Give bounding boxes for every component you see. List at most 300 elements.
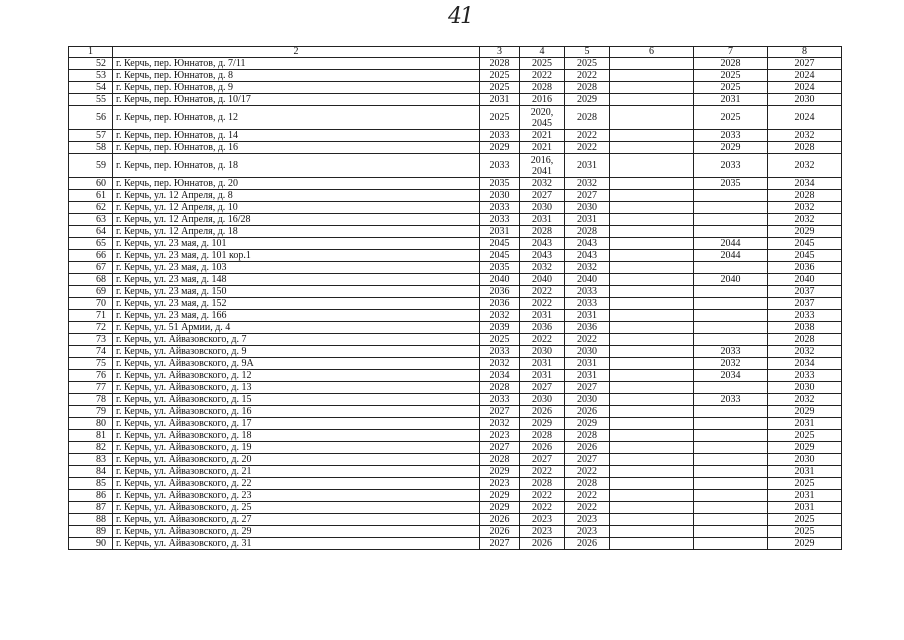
value-cell: 2030 — [768, 94, 842, 106]
row-number: 58 — [69, 142, 113, 154]
value-cell: 2032 — [768, 154, 842, 178]
value-cell: 2027 — [480, 538, 520, 550]
value-cell: 2031 — [480, 226, 520, 238]
row-number: 62 — [69, 202, 113, 214]
value-cell: 2031 — [768, 466, 842, 478]
value-cell: 2033 — [480, 202, 520, 214]
value-cell: 2027 — [480, 442, 520, 454]
value-cell: 2031 — [768, 502, 842, 514]
value-cell — [610, 70, 694, 82]
value-cell — [610, 286, 694, 298]
value-cell: 2025 — [768, 526, 842, 538]
row-number: 75 — [69, 358, 113, 370]
value-cell: 2028 — [565, 478, 610, 490]
table-row — [69, 154, 842, 178]
row-number: 56 — [69, 106, 113, 130]
value-cell: 2021 — [520, 142, 565, 154]
table-row — [69, 190, 842, 202]
value-cell — [610, 466, 694, 478]
value-cell: 2031 — [768, 490, 842, 502]
address-cell: г. Керчь, ул. Айвазовского, д. 27 — [113, 514, 480, 526]
value-cell — [694, 442, 768, 454]
value-cell: 2028 — [565, 82, 610, 94]
value-cell — [610, 298, 694, 310]
value-cell: 2028 — [520, 430, 565, 442]
value-cell: 2033 — [565, 286, 610, 298]
value-cell: 2045 — [480, 250, 520, 262]
address-cell: г. Керчь, ул. Айвазовского, д. 9А — [113, 358, 480, 370]
value-cell — [694, 502, 768, 514]
address-cell: г. Керчь, ул. Айвазовского, д. 29 — [113, 526, 480, 538]
value-cell: 2028 — [565, 226, 610, 238]
value-cell — [694, 202, 768, 214]
table-row — [69, 454, 842, 466]
value-cell — [610, 406, 694, 418]
row-number: 64 — [69, 226, 113, 238]
value-cell — [610, 430, 694, 442]
address-cell: г. Керчь, ул. Айвазовского, д. 7 — [113, 334, 480, 346]
row-number: 85 — [69, 478, 113, 490]
value-cell: 2023 — [565, 526, 610, 538]
value-cell: 2028 — [694, 58, 768, 70]
row-number: 79 — [69, 406, 113, 418]
value-cell: 2027 — [480, 406, 520, 418]
value-cell — [694, 262, 768, 274]
row-number: 74 — [69, 346, 113, 358]
value-cell: 2036 — [768, 262, 842, 274]
table-row — [69, 526, 842, 538]
value-cell: 2023 — [520, 526, 565, 538]
table-row — [69, 214, 842, 226]
row-number: 65 — [69, 238, 113, 250]
value-cell: 2031 — [565, 154, 610, 178]
page-number: 41 — [448, 4, 472, 29]
value-cell — [694, 214, 768, 226]
row-number: 76 — [69, 370, 113, 382]
value-cell: 2036 — [480, 298, 520, 310]
value-cell — [610, 214, 694, 226]
value-cell: 2021 — [520, 130, 565, 142]
value-cell: 2024 — [768, 70, 842, 82]
row-number: 89 — [69, 526, 113, 538]
value-cell: 2022 — [565, 334, 610, 346]
column-header: 7 — [694, 47, 768, 58]
address-cell: г. Керчь, ул. 23 мая, д. 103 — [113, 262, 480, 274]
value-cell — [610, 358, 694, 370]
value-cell: 2025 — [520, 58, 565, 70]
value-cell: 2031 — [520, 370, 565, 382]
value-cell — [694, 526, 768, 538]
housing-register-table — [68, 46, 842, 550]
value-cell — [694, 514, 768, 526]
value-cell: 2028 — [520, 82, 565, 94]
row-number: 66 — [69, 250, 113, 262]
table-row — [69, 442, 842, 454]
address-cell: г. Керчь, ул. 23 мая, д. 166 — [113, 310, 480, 322]
table-row — [69, 502, 842, 514]
address-cell: г. Керчь, пер. Юннатов, д. 14 — [113, 130, 480, 142]
value-cell: 2034 — [768, 178, 842, 190]
value-cell — [610, 262, 694, 274]
value-cell: 2031 — [768, 418, 842, 430]
value-cell: 2032 — [768, 394, 842, 406]
value-cell: 2026 — [565, 538, 610, 550]
value-cell: 2028 — [520, 226, 565, 238]
value-cell: 2043 — [565, 238, 610, 250]
table-row — [69, 490, 842, 502]
table-row — [69, 370, 842, 382]
value-cell: 2025 — [768, 478, 842, 490]
value-cell: 2031 — [565, 310, 610, 322]
table-row — [69, 382, 842, 394]
value-cell: 2028 — [768, 334, 842, 346]
value-cell: 2045 — [768, 238, 842, 250]
value-cell: 2044 — [694, 238, 768, 250]
value-cell: 2033 — [480, 154, 520, 178]
address-cell: г. Керчь, пер. Юннатов, д. 20 — [113, 178, 480, 190]
value-cell: 2028 — [565, 106, 610, 130]
address-cell: г. Керчь, ул. 12 Апреля, д. 18 — [113, 226, 480, 238]
value-cell: 2035 — [480, 178, 520, 190]
value-cell: 2023 — [480, 430, 520, 442]
value-cell: 2033 — [694, 130, 768, 142]
value-cell — [610, 238, 694, 250]
value-cell: 2025 — [565, 58, 610, 70]
value-cell: 2032 — [768, 130, 842, 142]
value-cell: 2020, 2045 — [520, 106, 565, 130]
value-cell: 2025 — [694, 106, 768, 130]
value-cell: 2024 — [768, 106, 842, 130]
value-cell: 2026 — [565, 406, 610, 418]
value-cell — [610, 310, 694, 322]
address-cell: г. Керчь, пер. Юннатов, д. 12 — [113, 106, 480, 130]
row-number: 88 — [69, 514, 113, 526]
value-cell: 2040 — [768, 274, 842, 286]
value-cell: 2040 — [694, 274, 768, 286]
value-cell: 2030 — [520, 346, 565, 358]
address-cell: г. Керчь, пер. Юннатов, д. 9 — [113, 82, 480, 94]
value-cell — [694, 334, 768, 346]
value-cell: 2032 — [480, 358, 520, 370]
table-row — [69, 514, 842, 526]
value-cell: 2034 — [480, 370, 520, 382]
address-cell: г. Керчь, пер. Юннатов, д. 18 — [113, 154, 480, 178]
value-cell — [610, 454, 694, 466]
value-cell — [694, 322, 768, 334]
value-cell: 2029 — [565, 418, 610, 430]
table-row — [69, 142, 842, 154]
value-cell: 2025 — [480, 82, 520, 94]
column-header: 2 — [113, 47, 480, 58]
value-cell: 2033 — [480, 346, 520, 358]
value-cell: 2029 — [768, 226, 842, 238]
value-cell — [610, 106, 694, 130]
address-cell: г. Керчь, ул. Айвазовского, д. 31 — [113, 538, 480, 550]
value-cell: 2033 — [480, 214, 520, 226]
value-cell — [610, 394, 694, 406]
value-cell: 2039 — [480, 322, 520, 334]
value-cell: 2022 — [520, 286, 565, 298]
value-cell — [610, 346, 694, 358]
value-cell — [610, 82, 694, 94]
value-cell: 2034 — [694, 370, 768, 382]
value-cell: 2029 — [480, 142, 520, 154]
value-cell: 2030 — [565, 346, 610, 358]
value-cell: 2026 — [480, 526, 520, 538]
value-cell: 2043 — [520, 250, 565, 262]
value-cell: 2030 — [520, 394, 565, 406]
table-row — [69, 82, 842, 94]
row-number: 57 — [69, 130, 113, 142]
value-cell — [610, 130, 694, 142]
value-cell: 2032 — [768, 202, 842, 214]
address-cell: г. Керчь, ул. 12 Апреля, д. 8 — [113, 190, 480, 202]
table-row — [69, 394, 842, 406]
value-cell — [610, 538, 694, 550]
table-row — [69, 538, 842, 550]
value-cell: 2032 — [480, 418, 520, 430]
value-cell: 2030 — [565, 394, 610, 406]
value-cell: 2040 — [520, 274, 565, 286]
row-number: 73 — [69, 334, 113, 346]
value-cell: 2026 — [565, 442, 610, 454]
value-cell: 2045 — [768, 250, 842, 262]
table-row — [69, 478, 842, 490]
value-cell: 2016 — [520, 94, 565, 106]
row-number: 67 — [69, 262, 113, 274]
value-cell — [610, 178, 694, 190]
value-cell: 2029 — [768, 538, 842, 550]
value-cell: 2025 — [768, 430, 842, 442]
value-cell — [610, 502, 694, 514]
value-cell — [694, 538, 768, 550]
row-number: 77 — [69, 382, 113, 394]
row-number: 59 — [69, 154, 113, 178]
table-row — [69, 406, 842, 418]
address-cell: г. Керчь, ул. 23 мая, д. 148 — [113, 274, 480, 286]
value-cell: 2032 — [768, 346, 842, 358]
value-cell: 2032 — [520, 262, 565, 274]
value-cell: 2022 — [565, 142, 610, 154]
table-row — [69, 226, 842, 238]
table-row — [69, 58, 842, 70]
value-cell — [694, 286, 768, 298]
value-cell: 2033 — [565, 298, 610, 310]
address-cell: г. Керчь, ул. Айвазовского, д. 18 — [113, 430, 480, 442]
value-cell: 2032 — [480, 310, 520, 322]
value-cell: 2029 — [768, 442, 842, 454]
table-row — [69, 286, 842, 298]
value-cell — [610, 94, 694, 106]
value-cell: 2030 — [520, 202, 565, 214]
address-cell: г. Керчь, ул. Айвазовского, д. 23 — [113, 490, 480, 502]
value-cell: 2044 — [694, 250, 768, 262]
value-cell: 2033 — [694, 346, 768, 358]
value-cell: 2026 — [520, 442, 565, 454]
value-cell: 2029 — [480, 466, 520, 478]
value-cell — [610, 514, 694, 526]
value-cell — [610, 526, 694, 538]
value-cell: 2033 — [480, 394, 520, 406]
table-row — [69, 418, 842, 430]
value-cell — [694, 406, 768, 418]
value-cell: 2029 — [565, 94, 610, 106]
column-header: 5 — [565, 47, 610, 58]
value-cell: 2032 — [565, 178, 610, 190]
value-cell: 2028 — [480, 382, 520, 394]
value-cell: 2031 — [520, 214, 565, 226]
value-cell: 2043 — [565, 250, 610, 262]
table-row — [69, 322, 842, 334]
value-cell — [694, 478, 768, 490]
value-cell — [610, 442, 694, 454]
row-number: 70 — [69, 298, 113, 310]
value-cell: 2022 — [520, 490, 565, 502]
table-row — [69, 262, 842, 274]
value-cell: 2029 — [768, 406, 842, 418]
value-cell — [694, 226, 768, 238]
row-number: 55 — [69, 94, 113, 106]
row-number: 78 — [69, 394, 113, 406]
value-cell — [610, 370, 694, 382]
address-cell: г. Керчь, ул. Айвазовского, д. 21 — [113, 466, 480, 478]
row-number: 54 — [69, 82, 113, 94]
value-cell: 2026 — [520, 406, 565, 418]
table-row — [69, 334, 842, 346]
address-cell: г. Керчь, ул. Айвазовского, д. 13 — [113, 382, 480, 394]
table-row — [69, 310, 842, 322]
value-cell: 2030 — [480, 190, 520, 202]
value-cell — [694, 466, 768, 478]
value-cell — [694, 190, 768, 202]
address-cell: г. Керчь, ул. 23 мая, д. 101 кор.1 — [113, 250, 480, 262]
value-cell: 2027 — [565, 190, 610, 202]
address-cell: г. Керчь, пер. Юннатов, д. 16 — [113, 142, 480, 154]
value-cell: 2023 — [480, 478, 520, 490]
value-cell: 2032 — [565, 262, 610, 274]
value-cell: 2028 — [768, 190, 842, 202]
table-row — [69, 346, 842, 358]
address-cell: г. Керчь, ул. Айвазовского, д. 20 — [113, 454, 480, 466]
value-cell: 2022 — [565, 466, 610, 478]
value-cell: 2022 — [565, 130, 610, 142]
value-cell — [610, 382, 694, 394]
value-cell: 2016, 2041 — [520, 154, 565, 178]
value-cell: 2040 — [480, 274, 520, 286]
address-cell: г. Керчь, ул. Айвазовского, д. 12 — [113, 370, 480, 382]
value-cell — [694, 454, 768, 466]
value-cell: 2032 — [694, 358, 768, 370]
value-cell — [610, 202, 694, 214]
value-cell: 2023 — [565, 514, 610, 526]
row-number: 53 — [69, 70, 113, 82]
row-number: 90 — [69, 538, 113, 550]
table-row — [69, 94, 842, 106]
value-cell: 2035 — [480, 262, 520, 274]
value-cell: 2036 — [520, 322, 565, 334]
value-cell: 2037 — [768, 286, 842, 298]
address-cell: г. Керчь, пер. Юннатов, д. 8 — [113, 70, 480, 82]
value-cell: 2028 — [768, 142, 842, 154]
value-cell: 2033 — [480, 130, 520, 142]
value-cell: 2033 — [768, 310, 842, 322]
value-cell: 2031 — [565, 214, 610, 226]
value-cell: 2025 — [480, 70, 520, 82]
value-cell: 2031 — [520, 358, 565, 370]
column-header: 3 — [480, 47, 520, 58]
value-cell: 2025 — [480, 334, 520, 346]
value-cell: 2022 — [565, 490, 610, 502]
value-cell: 2023 — [520, 514, 565, 526]
row-number: 80 — [69, 418, 113, 430]
value-cell: 2022 — [565, 70, 610, 82]
value-cell: 2022 — [565, 502, 610, 514]
value-cell: 2028 — [480, 58, 520, 70]
value-cell: 2022 — [520, 466, 565, 478]
value-cell — [610, 250, 694, 262]
address-cell: г. Керчь, ул. Айвазовского, д. 9 — [113, 346, 480, 358]
value-cell: 2036 — [565, 322, 610, 334]
value-cell: 2033 — [694, 394, 768, 406]
table-row — [69, 238, 842, 250]
row-number: 61 — [69, 190, 113, 202]
value-cell — [694, 310, 768, 322]
value-cell — [610, 142, 694, 154]
address-cell: г. Керчь, ул. 12 Апреля, д. 16/28 — [113, 214, 480, 226]
row-number: 69 — [69, 286, 113, 298]
value-cell: 2025 — [480, 106, 520, 130]
address-cell: г. Керчь, ул. Айвазовского, д. 17 — [113, 418, 480, 430]
value-cell: 2027 — [520, 190, 565, 202]
value-cell — [610, 154, 694, 178]
value-cell: 2022 — [520, 334, 565, 346]
table-body — [69, 58, 842, 550]
value-cell: 2026 — [520, 538, 565, 550]
row-number: 63 — [69, 214, 113, 226]
value-cell — [610, 322, 694, 334]
value-cell: 2038 — [768, 322, 842, 334]
value-cell: 2029 — [520, 418, 565, 430]
table-row — [69, 130, 842, 142]
address-cell: г. Керчь, ул. Айвазовского, д. 15 — [113, 394, 480, 406]
value-cell: 2032 — [520, 178, 565, 190]
value-cell: 2030 — [768, 454, 842, 466]
address-cell: г. Керчь, ул. 51 Армии, д. 4 — [113, 322, 480, 334]
value-cell — [610, 190, 694, 202]
value-cell — [610, 58, 694, 70]
value-cell: 2022 — [520, 502, 565, 514]
value-cell: 2031 — [480, 94, 520, 106]
table-row — [69, 178, 842, 190]
value-cell: 2027 — [768, 58, 842, 70]
value-cell: 2040 — [565, 274, 610, 286]
address-cell: г. Керчь, ул. 12 Апреля, д. 10 — [113, 202, 480, 214]
column-header: 8 — [768, 47, 842, 58]
value-cell — [694, 382, 768, 394]
address-cell: г. Керчь, пер. Юннатов, д. 7/11 — [113, 58, 480, 70]
value-cell — [610, 418, 694, 430]
value-cell: 2033 — [694, 154, 768, 178]
row-number: 87 — [69, 502, 113, 514]
row-number: 71 — [69, 310, 113, 322]
value-cell: 2031 — [565, 370, 610, 382]
value-cell — [610, 274, 694, 286]
value-cell: 2034 — [768, 358, 842, 370]
value-cell: 2030 — [768, 382, 842, 394]
value-cell: 2031 — [520, 310, 565, 322]
value-cell — [694, 418, 768, 430]
column-header: 6 — [610, 47, 694, 58]
